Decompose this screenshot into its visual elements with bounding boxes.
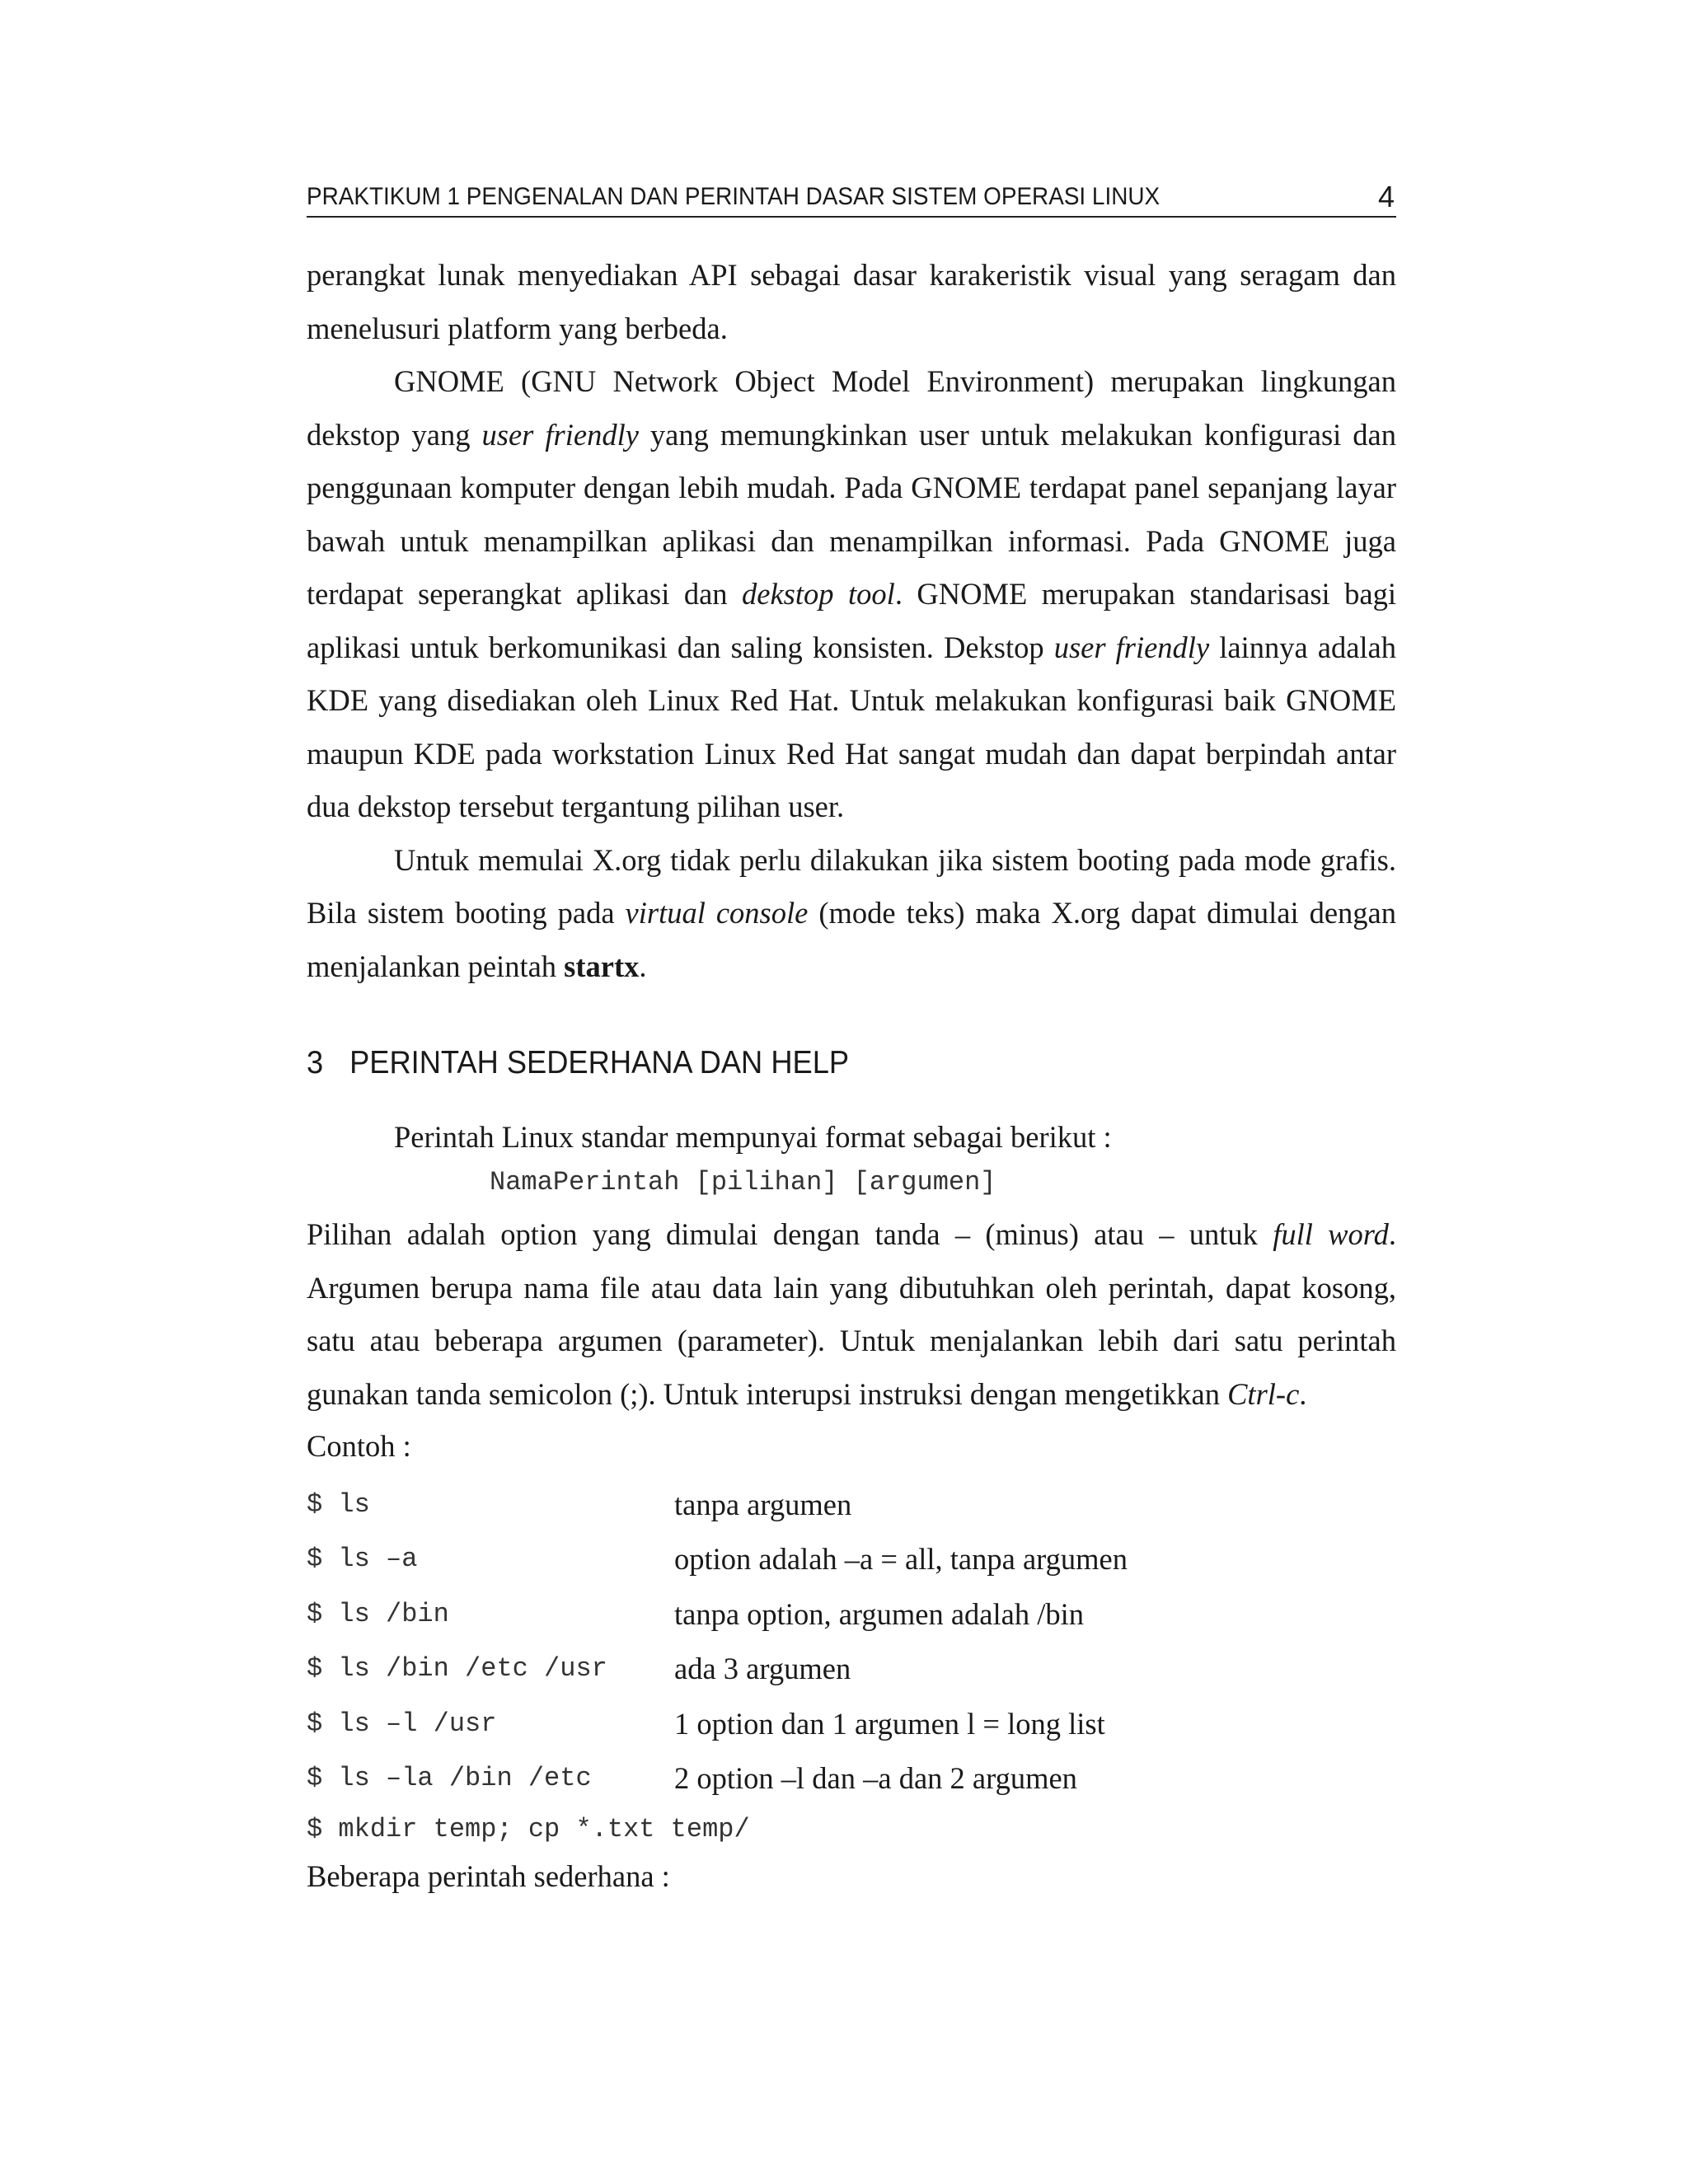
text-run: yang memungkinkan user untuk melakukan konfigurasi dan penggunaan komputer dengan lebih mudah. Pada GNOME terdapat panel sepanjang layar bawah untuk menampilkan aplikasi dan menampilkan informasi. Pada GNOME juga terdapat seperangkat aplikasi dan <box>307 417 1397 611</box>
paragraph-api: perangkat lunak menyediakan API sebagai dasar karakeristik visual yang seragam dan menelusuri platform yang berbeda. <box>307 258 1396 345</box>
closing-line: Beberapa perintah sederhana : <box>307 1859 670 1893</box>
emphasis-user-friendly: user friendly <box>481 417 639 452</box>
example-row <box>307 1532 1396 1587</box>
example-command-full: $ mkdir temp; cp *.txt temp/ <box>307 1813 750 1844</box>
example-description: 2 option –l dan –a dan 2 argumen <box>674 1761 1077 1796</box>
text-run: Untuk memulai X.org tidak perlu dilakukan jika sistem booting pada mode grafis. Bila sistem booting pada <box>307 842 1396 930</box>
example-description: 1 option dan 1 argumen l = long list <box>674 1706 1105 1741</box>
emphasis-full-word: full word <box>1273 1217 1389 1251</box>
emphasis-dekstop-tool: dekstop tool <box>742 577 895 611</box>
example-description: ada 3 argumen <box>674 1652 851 1686</box>
document-page <box>307 0 1396 2184</box>
example-row <box>307 1696 1396 1751</box>
section-number: 3 <box>307 1045 324 1080</box>
emphasis-ctrl-c: Ctrl-c <box>1227 1376 1300 1411</box>
emphasis-virtual-console: virtual console <box>625 896 809 930</box>
text-run: Pilihan adalah option yang dimulai dengan tanda – (minus) atau – untuk <box>307 1217 1273 1251</box>
example-row <box>307 1586 1396 1642</box>
section-title: PERINTAH SEDERHANA DAN HELP <box>349 1045 850 1080</box>
example-command: $ ls /bin /etc /usr <box>307 1653 607 1685</box>
example-command: $ ls –a <box>307 1544 418 1575</box>
example-command: $ ls <box>307 1488 370 1520</box>
running-header <box>307 180 1396 218</box>
text-run: . <box>1299 1376 1307 1411</box>
text-run: GNOME (GNU Network Object Model Environment) merupakan lingkungan dekstop yang <box>307 364 1396 452</box>
example-description: tanpa argumen <box>674 1487 852 1521</box>
example-command: $ ls /bin <box>307 1598 449 1629</box>
header-title: PRAKTIKUM 1 PENGENALAN DAN PERINTAH DASAR SISTEM OPERASI LINUX <box>307 183 1160 210</box>
example-description: tanpa option, argumen adalah /bin <box>674 1596 1085 1631</box>
example-list <box>307 1477 1396 1852</box>
paragraph-xorg <box>307 834 1396 994</box>
page-number: 4 <box>1377 180 1395 213</box>
example-command: $ ls –l /usr <box>307 1708 497 1739</box>
text-run: (mode teks) maka X.org dapat dimulai dengan menjalankan peintah <box>307 896 1396 983</box>
example-row <box>307 1477 1396 1532</box>
bold-startx: startx <box>564 949 640 983</box>
section-body <box>307 1111 1396 1901</box>
paragraph-gnome <box>307 355 1396 834</box>
text-run: . <box>639 949 647 983</box>
text-run: . Argumen berupa nama file atau data lain yang dibutuhkan oleh perintah, dapat kosong, satu atau beberapa argumen (parameter). Untuk menjalankan lebih dari satu perintah gunakan tanda semicolon (;). Untuk interupsi instruksi dengan mengetikkan <box>307 1217 1396 1411</box>
example-label: Contoh : <box>307 1429 411 1463</box>
paragraph-options <box>307 1208 1396 1421</box>
example-row <box>307 1642 1396 1697</box>
body-text <box>307 249 1396 993</box>
example-description: option adalah –a = all, tanpa argumen <box>674 1542 1128 1577</box>
example-command: $ ls –la /bin /etc <box>307 1763 592 1794</box>
text-run: . GNOME merupakan standarisasi bagi aplikasi untuk berkomunikasi dan saling konsisten. Dekstop <box>307 577 1397 664</box>
section-intro: Perintah Linux standar mempunyai format sebagai berikut : <box>394 1120 1112 1154</box>
command-format-code: NamaPerintah [pilihan] [argumen] <box>490 1167 996 1197</box>
example-row <box>307 1751 1396 1807</box>
emphasis-user-friendly-2: user friendly <box>1053 630 1210 664</box>
text-run: lainnya adalah KDE yang disediakan oleh Linux Red Hat. Untuk melakukan konfigurasi baik GNOME maupun KDE pada workstation Linux Red Hat sangat mudah dan dapat berpindah antar dua dekstop tersebut tergantung pilihan user. <box>307 630 1396 823</box>
section-heading <box>307 1045 849 1081</box>
